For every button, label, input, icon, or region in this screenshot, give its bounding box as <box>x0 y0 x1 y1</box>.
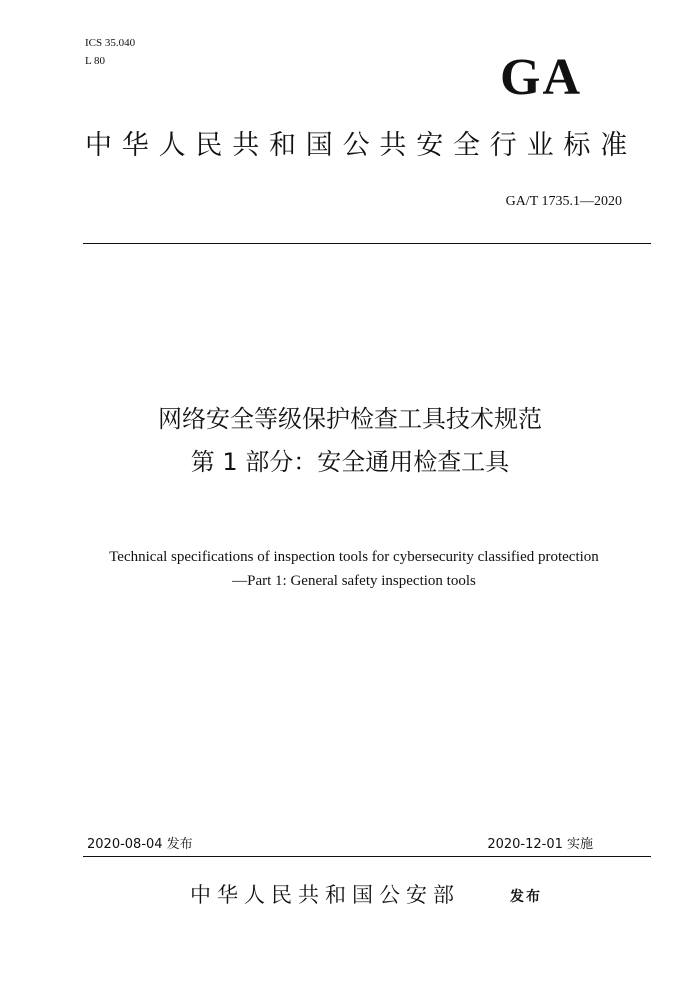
ccs-code: L 80 <box>85 55 106 67</box>
implementation-date: 2020-12-01 实施 <box>487 837 593 852</box>
english-title-line-2: —Part 1: General safety inspection tools <box>232 573 476 589</box>
issue-date: 2020-08-04 发布 <box>87 837 193 852</box>
standard-number: GA/T 1735.1—2020 <box>505 194 622 209</box>
chinese-title-line-2: 第 1 部分：安全通用检查工具 <box>190 448 510 476</box>
bottom-divider <box>83 856 651 857</box>
standard-type: 中华人民共和国公共安全行业标准 <box>85 130 637 161</box>
issuing-authority: 中华人民共和国公安部 <box>190 883 460 907</box>
chinese-title-line-1: 网络安全等级保护检查工具技术规范 <box>158 405 542 433</box>
english-title-line-1: Technical specifications of inspection tools for cybersecurity classified protection <box>109 549 599 565</box>
top-divider <box>83 243 651 244</box>
ics-code: ICS 35.040 <box>85 37 136 49</box>
ga-logo: GA <box>500 49 582 106</box>
issuing-authority-suffix: 发布 <box>510 889 542 905</box>
